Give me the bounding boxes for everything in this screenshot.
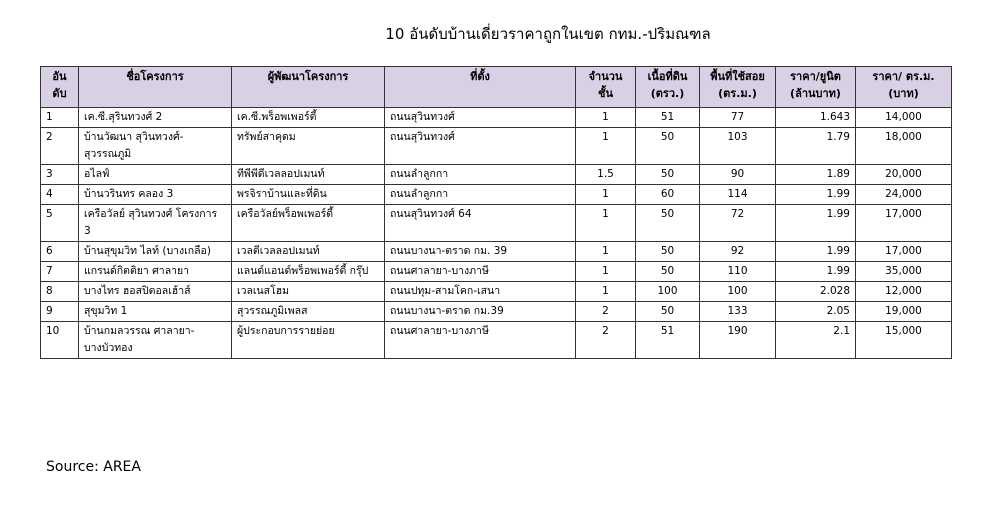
column-header-price-sqm (856, 67, 952, 108)
column-header-land (636, 67, 700, 108)
cell-developer: แลนด์แอนด์พร็อพเพอร์ตี้ กรุ๊ป (232, 262, 385, 282)
cell-price-unit: 1.89 (776, 165, 856, 185)
cell-developer: ทีพีพีดีเวลลอปเมนท์ (232, 165, 385, 185)
table-row (41, 282, 952, 302)
cell-project: สุขุมวิท 1 (79, 302, 232, 322)
cell-floors: 1 (576, 282, 636, 302)
cell-area: 72 (700, 205, 776, 242)
cell-floors: 1.5 (576, 165, 636, 185)
cell-location: ถนนลำลูกกา (385, 185, 576, 205)
cell-land: 60 (636, 185, 700, 205)
cell-land: 50 (636, 302, 700, 322)
cell-area: 100 (700, 282, 776, 302)
cell-price-unit: 1.99 (776, 185, 856, 205)
column-header-line2: (บาท) (888, 87, 919, 100)
cell-location: ถนนบางนา-ตราด กม.39 (385, 302, 576, 322)
column-header-line1: ชื่อโครงการ (126, 70, 184, 83)
cell-developer: พรจิราบ้านและที่ดิน (232, 185, 385, 205)
column-header-rank (41, 67, 79, 108)
column-header-area (700, 67, 776, 108)
cell-rank: 7 (41, 262, 79, 282)
cell-area: 92 (700, 242, 776, 262)
cell-location: ถนนสุวินทวงศ์ (385, 108, 576, 128)
column-header-line1: ผู้พัฒนาโครงการ (267, 70, 349, 83)
cell-land: 50 (636, 242, 700, 262)
cell-rank: 8 (41, 282, 79, 302)
table-header-row (41, 67, 952, 108)
cell-price-sqm: 19,000 (856, 302, 952, 322)
cell-area: 114 (700, 185, 776, 205)
column-header-price-unit (776, 67, 856, 108)
cell-rank: 3 (41, 165, 79, 185)
cell-location: ถนนบางนา-ตราด กม. 39 (385, 242, 576, 262)
cell-price-sqm: 17,000 (856, 205, 952, 242)
cell-project: บ้านวรินทร คลอง 3 (79, 185, 232, 205)
cell-price-unit: 1.99 (776, 262, 856, 282)
cell-project: บ้านสุขุมวิท ไลท์ (บางเกลือ) (79, 242, 232, 262)
column-header-line2: (ล้านบาท) (790, 87, 841, 100)
cell-developer: เครือวัลย์พร็อพเพอร์ตี้ (232, 205, 385, 242)
column-header-developer (232, 67, 385, 108)
cell-area: 190 (700, 322, 776, 359)
cell-developer: ผู้ประกอบการรายย่อย (232, 322, 385, 359)
page-title: 10 อันดับบ้านเดี่ยวราคาถูกในเขต กทม.-ปริมณฑล (385, 25, 711, 43)
column-header-location (385, 67, 576, 108)
cell-developer: เวลตีเวลลอปเมนท์ (232, 242, 385, 262)
cell-rank: 5 (41, 205, 79, 242)
column-header-line1: ราคา/ ตร.ม. (872, 70, 935, 83)
cell-project: บางไทร ฮอสปิตอลเฮ้าส์ (79, 282, 232, 302)
cell-rank: 4 (41, 185, 79, 205)
cell-rank: 6 (41, 242, 79, 262)
cell-rank: 2 (41, 128, 79, 165)
cell-price-sqm: 15,000 (856, 322, 952, 359)
cell-price-unit: 2.1 (776, 322, 856, 359)
cell-area: 90 (700, 165, 776, 185)
cell-project: บ้านวัฒนา สุวินทวงศ์-สุวรรณภูมิ (79, 128, 232, 165)
table-body (41, 108, 952, 359)
cell-area: 77 (700, 108, 776, 128)
cell-area: 133 (700, 302, 776, 322)
cell-price-sqm: 18,000 (856, 128, 952, 165)
cell-project: เค.ซี.สุรินทวงศ์ 2 (79, 108, 232, 128)
column-header-line1: เนื้อที่ดิน (647, 70, 688, 83)
table-row (41, 205, 952, 242)
column-header-line2: (ตร.ม.) (718, 87, 757, 100)
cell-floors: 2 (576, 322, 636, 359)
cell-land: 50 (636, 165, 700, 185)
cell-floors: 1 (576, 205, 636, 242)
cell-location: ถนนศาลายา-บางภาษี (385, 262, 576, 282)
cell-price-sqm: 12,000 (856, 282, 952, 302)
column-header-project (79, 67, 232, 108)
column-header-line1: จำนวน (588, 70, 623, 83)
cell-price-sqm: 14,000 (856, 108, 952, 128)
cell-land: 50 (636, 262, 700, 282)
cell-price-unit: 1.79 (776, 128, 856, 165)
cell-price-sqm: 24,000 (856, 185, 952, 205)
cell-location: ถนนสุวินทวงศ์ (385, 128, 576, 165)
column-header-line1: พื้นที่ใช้สอย (710, 70, 765, 83)
cell-floors: 1 (576, 108, 636, 128)
cell-price-unit: 2.05 (776, 302, 856, 322)
cell-project: อไลฟ์ (79, 165, 232, 185)
source-note: Source: AREA (46, 459, 141, 475)
cell-project: เครือวัลย์ สุวินทวงศ์ โครงการ 3 (79, 205, 232, 242)
cell-rank: 9 (41, 302, 79, 322)
cell-project: บ้านกมลวรรณ ศาลายา-บางบัวทอง (79, 322, 232, 359)
cell-price-sqm: 17,000 (856, 242, 952, 262)
cell-location: ถนนลำลูกกา (385, 165, 576, 185)
cell-rank: 1 (41, 108, 79, 128)
column-header-line1: อัน (52, 70, 67, 83)
table-row (41, 108, 952, 128)
cell-developer: เค.ซี.พร็อพเพอร์ตี้ (232, 108, 385, 128)
cell-area: 110 (700, 262, 776, 282)
cell-price-sqm: 20,000 (856, 165, 952, 185)
cell-price-unit: 1.99 (776, 205, 856, 242)
table-row (41, 128, 952, 165)
column-header-line1: ที่ตั้ง (470, 70, 490, 83)
column-header-line2: ชั้น (598, 87, 613, 100)
table-row (41, 185, 952, 205)
cell-land: 50 (636, 128, 700, 165)
housing-table (40, 66, 952, 359)
column-header-line2: (ตรว.) (650, 87, 685, 100)
column-header-line1: ราคา/ยูนิต (790, 70, 841, 83)
cell-floors: 2 (576, 302, 636, 322)
column-header-floors (576, 67, 636, 108)
cell-location: ถนนศาลายา-บางภาษี (385, 322, 576, 359)
cell-floors: 1 (576, 185, 636, 205)
cell-land: 51 (636, 108, 700, 128)
cell-price-sqm: 35,000 (856, 262, 952, 282)
cell-project: แกรนด์กิตติยา ศาลายา (79, 262, 232, 282)
cell-developer: สุวรรณภูมิเพลส (232, 302, 385, 322)
cell-location: ถนนสุวินทวงศ์ 64 (385, 205, 576, 242)
column-header-line2: ดับ (52, 87, 67, 100)
cell-land: 50 (636, 205, 700, 242)
cell-area: 103 (700, 128, 776, 165)
cell-floors: 1 (576, 262, 636, 282)
cell-developer: เวลเนสโฮม (232, 282, 385, 302)
cell-location: ถนนปทุม-สามโคก-เสนา (385, 282, 576, 302)
table-row (41, 322, 952, 359)
table-row (41, 302, 952, 322)
cell-developer: ทรัพย์สาคุดม (232, 128, 385, 165)
cell-price-unit: 1.99 (776, 242, 856, 262)
cell-land: 51 (636, 322, 700, 359)
cell-floors: 1 (576, 128, 636, 165)
table-row (41, 262, 952, 282)
table-row (41, 165, 952, 185)
table-row (41, 242, 952, 262)
cell-price-unit: 2.028 (776, 282, 856, 302)
cell-rank: 10 (41, 322, 79, 359)
cell-floors: 1 (576, 242, 636, 262)
cell-land: 100 (636, 282, 700, 302)
cell-price-unit: 1.643 (776, 108, 856, 128)
